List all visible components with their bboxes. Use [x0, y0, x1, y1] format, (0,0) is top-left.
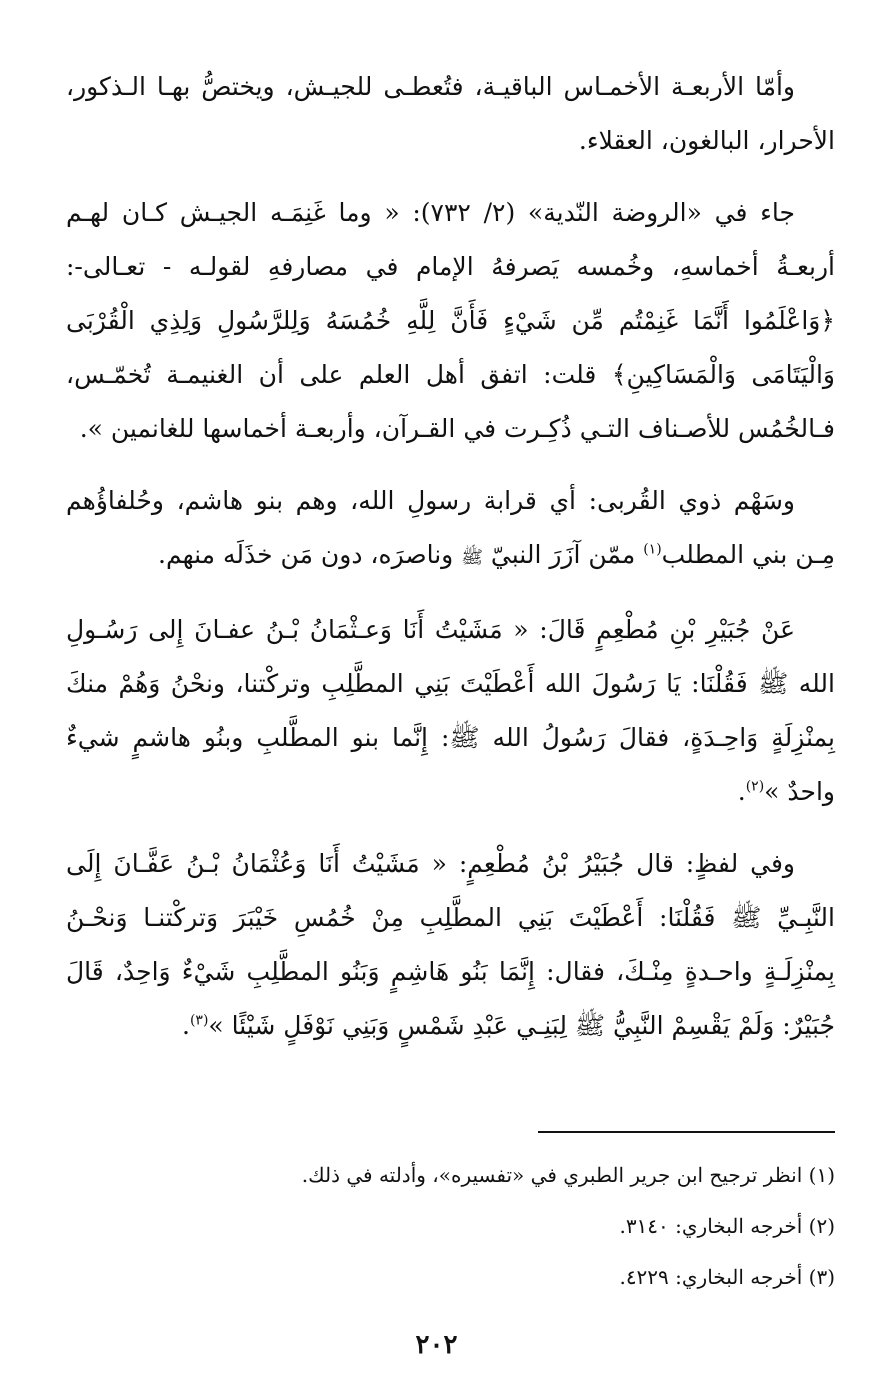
footnote-marker-1[interactable]: (١): [643, 541, 662, 558]
paragraph-2-text-after-quran: قلت: اتفق أهل العلم على أن الغنيمـة تُخمّـس، فـالخُمُس للأصـناف التـي ذُكِـرت في القـرآن، وأربعـة أخماسها للغانمين ».: [66, 360, 835, 443]
footnote-marker-2[interactable]: (٢): [745, 778, 765, 795]
page-number: ٢٠٢: [415, 1330, 458, 1360]
paragraph-2: [66, 186, 835, 456]
paragraph-2-text-before-quran: جاء في «الروضة النّدية» (٢/ ٧٣٢): « وما غَنِمَـه الجيـش كـان لهـم أربعـةُ أخماسهِ، وخُمسه يَصرفهُ الإمام في مصارفهِ لقولـه - تعـالى-:: [66, 198, 835, 281]
paragraph-4-hadith-text: عَنْ جُبَيْرِ بْنِ مُطْعِمٍ قَالَ: « مَشَيْتُ أَنَا وَعـثْمَانُ بْـنُ عفـانَ إِلى رَسُـولِ الله ﷺ فَقُلْنَا: يَا رَسُولَ الله أَعْطَيْتَ بَنِي المطَّلِبِ وتركْتنا، ونحْنُ وَهُمْ منكَ بِمنْزِلَةٍ وَاحِـدَةٍ، فقالَ رَسُولُ الله ﷺ: إِنَّما بنو المطَّلبِ وبنُو هاشمٍ شيءٌ واحدٌ »: [66, 615, 835, 806]
paragraph-4-end: .: [737, 777, 746, 806]
footnote-divider: [538, 1131, 835, 1133]
paragraph-5-hadith-text: وفي لفظٍ: قال جُبَيْرُ بْنُ مُطْعِمٍ: « مَشَيْتُ أَنَا وَعُثْمَانُ بْـنُ عَفَّـانَ إِلَى النَّبِـيِّ ﷺ فَقُلْنَا: أَعْطَيْتَ بَنِي المطَّلِبِ مِنْ خُمُسِ خَيْبَرَ وَتركْتنـا وَنحْـنُ بِمنْزِلَـةٍ واحـدةٍ مِنْـكَ، فقال: إِنَّمَا بَنُو هَاشِمٍ وَبَنُو المطَّلِبِ شَيْءٌ وَاحِدٌ، قَالَ جُبَيْرٌ: وَلَمْ يَقْسِمْ النَّبِيُّ ﷺ لِبَنِـي عَبْدِ شَمْسٍ وَبَنِي نَوْفَلٍ شَيْئًا »: [66, 849, 835, 1040]
paragraph-1: [66, 60, 835, 168]
main-text: [66, 60, 835, 1071]
paragraph-3: [66, 474, 835, 585]
paragraph-3-text-mid: ممّن آزَرَ النبيّ: [482, 540, 644, 569]
paragraph-1-text: وأمّا الأربعـة الأخمـاس الباقيـة، فتُعطـى للجيـش، ويختصُّ بهـا الـذكور، الأحرار، البالغون، العقلاء.: [66, 72, 835, 155]
footnote-marker-3[interactable]: (٣): [189, 1012, 209, 1029]
paragraph-3-text-before-note: وسَهْم ذوي القُربى: أي قرابة رسولِ الله، وهم بنو هاشم، وحُلفاؤُهم مِـن بني المطلب: [66, 486, 835, 569]
footnotes-section: [66, 1150, 835, 1303]
quran-verse: ﴿وَاعْلَمُوا أَنَّمَا غَنِمْتُم مِّن شَيْءٍ فَأَنَّ لِلَّهِ خُمُسَهُ وَلِلرَّسُولِ وَلِذِي الْقُرْبَى وَالْيَتَامَى وَالْمَسَاكِينِ﴾: [66, 306, 835, 389]
paragraph-5: [66, 837, 835, 1053]
paragraph-3-text-after-note: وناصرَه، دون مَن خذَلَه منهم.: [158, 540, 462, 569]
paragraph-5-end: .: [182, 1011, 190, 1040]
salla-symbol: ﷺ: [461, 547, 483, 568]
footnote-1: (١) انظر ترجيح ابن جرير الطبري في «تفسيره»، وأدلته في ذلك.: [301, 1163, 835, 1187]
paragraph-4: [66, 603, 835, 819]
footnote-3: (٣) أخرجه البخاري: ٤٢٢٩.: [619, 1265, 835, 1289]
footnote-2: (٢) أخرجه البخاري: ٣١٤٠.: [619, 1214, 835, 1238]
